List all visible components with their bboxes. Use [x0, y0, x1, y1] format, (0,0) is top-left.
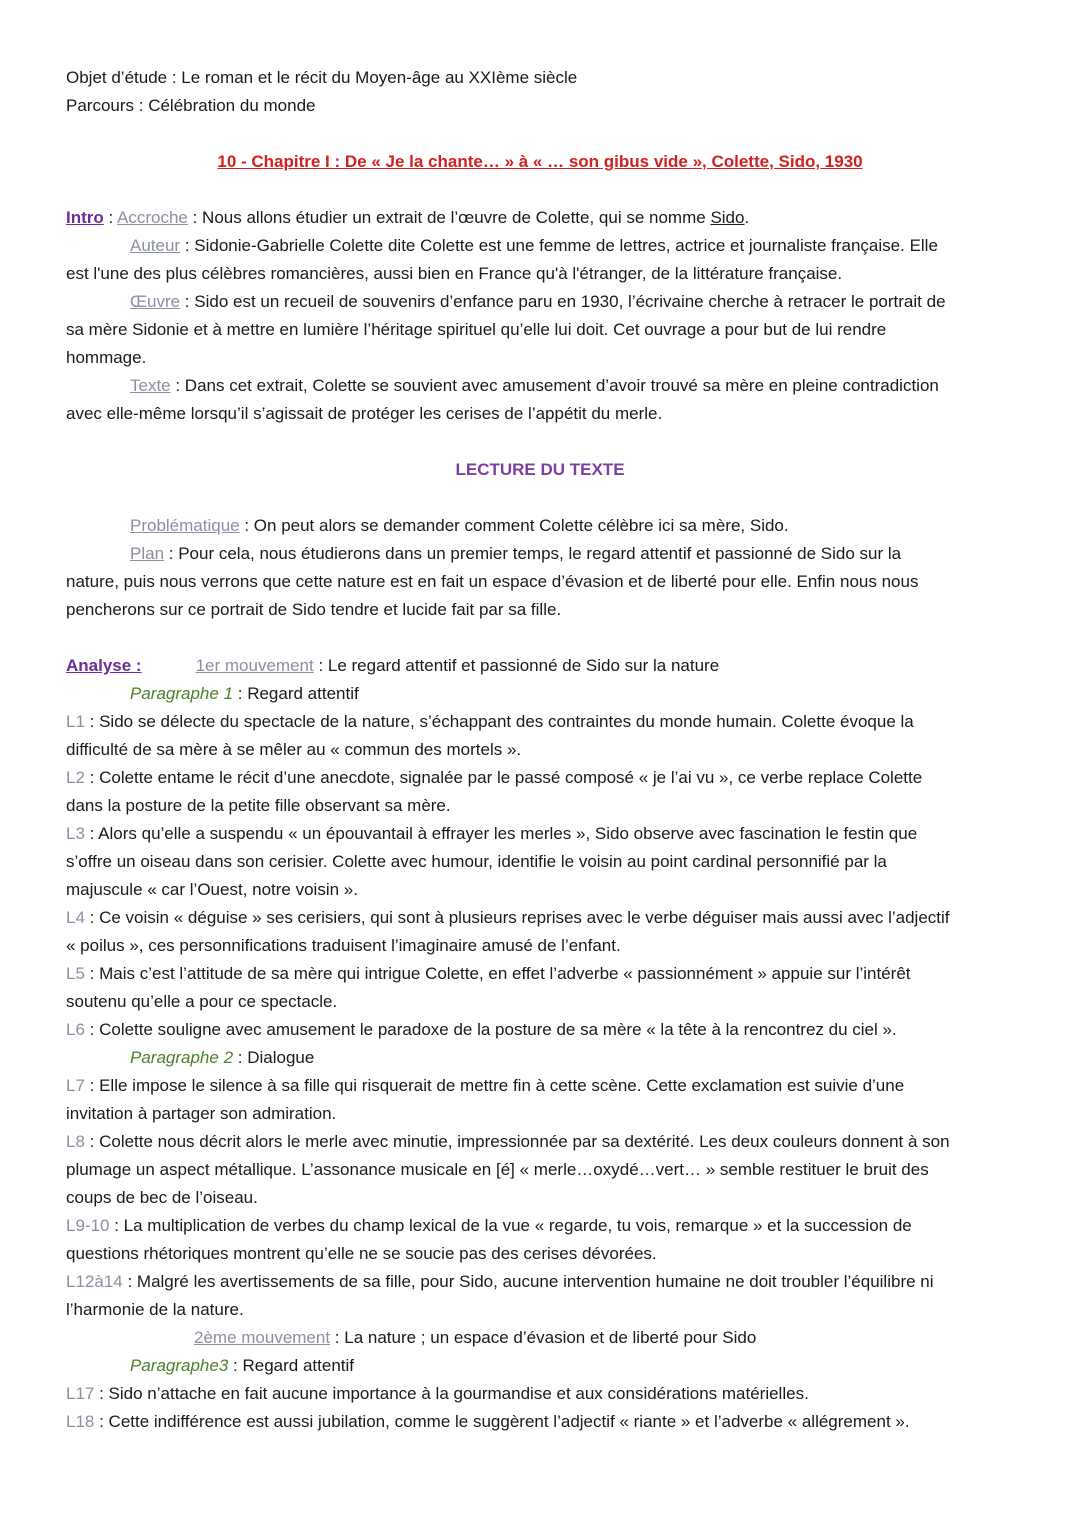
- L2-text-2: dans la posture de la petite fille observant sa mère.: [66, 796, 451, 815]
- line-L1: [66, 708, 1014, 736]
- header-objet: Objet d’étude : Le roman et le récit du Moyen-âge au XXIème siècle: [66, 68, 578, 87]
- para3-label: Paragraphe3: [130, 1356, 229, 1375]
- lineref-L4: L4: [66, 908, 85, 927]
- line-L2: [66, 764, 1014, 792]
- lineref-L18: L18: [66, 1412, 95, 1431]
- analyse-label: Analyse :: [66, 656, 142, 675]
- L2-text: : Colette entame le récit d’une anecdote, signalée par le passé composé « je l’ai vu », ce verbe replace Colette: [84, 768, 923, 787]
- lineref-L17: L17: [66, 1384, 95, 1403]
- mvt2-label: 2ème mouvement: [194, 1328, 331, 1347]
- page-title: 10 - Chapitre I : De « Je la chante… » à « … son gibus vide », Colette, Sido, 1930: [217, 152, 863, 171]
- lineref-L7: L7: [66, 1076, 85, 1095]
- intro-auteur: [66, 232, 1014, 260]
- para3: [66, 1352, 1014, 1380]
- L8-text-3: coups de bec de l’oiseau.: [66, 1188, 258, 1207]
- problematique-text: : On peut alors se demander comment Colette célèbre ici sa mère, Sido.: [239, 516, 789, 535]
- L12-14-text: : Malgré les avertissements de sa fille, pour Sido, aucune intervention humaine ne doit troubler l’équilibre ni: [122, 1272, 934, 1291]
- L3-text-2: s’offre un oiseau dans son cerisier. Colette avec humour, identifie le voisin au point cardinal personnifié par la: [66, 852, 887, 871]
- accroche-label: Accroche: [117, 208, 188, 227]
- L1-text-2: difficulté de sa mère à se mêler au « commun des mortels ».: [66, 740, 522, 759]
- auteur-text: : Sidonie-Gabrielle Colette dite Colette est une femme de lettres, actrice et journaliste française. Elle: [180, 236, 938, 255]
- auteur-text-2: est l'une des plus célèbres romancières, aussi bien en France qu'à l'étranger, de la littérature française.: [66, 264, 843, 283]
- para3-text: : Regard attentif: [228, 1356, 354, 1375]
- line-L5: [66, 960, 1014, 988]
- line-L8: [66, 1128, 1014, 1156]
- intro-sep: :: [103, 208, 118, 227]
- line-L6: [66, 1016, 1014, 1044]
- L17-text: : Sido n’attache en fait aucune importance à la gourmandise et aux considérations matérielles.: [94, 1384, 809, 1403]
- L6-text: : Colette souligne avec amusement le paradoxe de la posture de sa mère « la tête à la rencontrez du ciel ».: [84, 1020, 897, 1039]
- problematique: [66, 512, 1014, 540]
- lineref-L8: L8: [66, 1132, 85, 1151]
- lineref-L3: L3: [66, 824, 85, 843]
- L3-text-3: majuscule « car l’Ouest, notre voisin ».: [66, 880, 358, 899]
- line-L4: [66, 904, 1014, 932]
- plan-label: Plan: [130, 544, 165, 563]
- oeuvre-text-2: sa mère Sidonie et à mettre en lumière l’héritage spirituel qu’elle lui doit. Cet ouvrage a pour but de lui rendre: [66, 320, 887, 339]
- L5-text-2: soutenu qu’elle a pour ce spectacle.: [66, 992, 338, 1011]
- L18-text: : Cette indifférence est aussi jubilation, comme le suggèrent l’adjectif « riante » et l’adverbe « allégrement ».: [94, 1412, 910, 1431]
- line-L9-10: [66, 1212, 1014, 1240]
- line-L12-14: [66, 1268, 1014, 1296]
- lineref-L2: L2: [66, 768, 85, 787]
- oeuvre-label: Œuvre: [130, 292, 181, 311]
- line-L7: [66, 1072, 1014, 1100]
- analyse-mvt1: [66, 652, 1014, 680]
- oeuvre-text: : Sido est un recueil de souvenirs d’enfance paru en 1930, l’écrivaine cherche à retracer le portrait de: [180, 292, 946, 311]
- accroche-end: .: [744, 208, 750, 227]
- plan-text: : Pour cela, nous étudierons dans un premier temps, le regard attentif et passionné de Sido sur la: [164, 544, 902, 563]
- lineref-L1: L1: [66, 712, 85, 731]
- intro-oeuvre: [66, 288, 1014, 316]
- lineref-L6: L6: [66, 1020, 85, 1039]
- para1-text: : Regard attentif: [233, 684, 359, 703]
- mvt1-text: : Le regard attentif et passionné de Sido sur la nature: [313, 656, 720, 675]
- lineref-L5: L5: [66, 964, 85, 983]
- intro-label: Intro: [66, 208, 104, 227]
- L4-text: : Ce voisin « déguise » ses cerisiers, qui sont à plusieurs reprises avec le verbe déguiser mais aussi avec l’adjectif: [84, 908, 950, 927]
- L5-text: : Mais c’est l’attitude de sa mère qui intrigue Colette, en effet l’adverbe « passionnément » appuie sur l’intérêt: [84, 964, 911, 983]
- line-L18: [66, 1408, 1014, 1436]
- intro-accroche: [66, 204, 1014, 232]
- intro-texte: [66, 372, 1014, 400]
- L3-text: : Alors qu’elle a suspendu « un épouvantail à effrayer les merles », Sido observe avec fascination le festin que: [84, 824, 918, 843]
- L9-10-text-2: questions rhétoriques montrent qu’elle ne se soucie pas des cerises dévorées.: [66, 1244, 657, 1263]
- mvt2-text: : La nature ; un espace d’évasion et de liberté pour Sido: [330, 1328, 757, 1347]
- plan-text-2: nature, puis nous verrons que cette nature est en fait un espace d’évasion et de liberté pour elle. Enfin nous nous: [66, 572, 919, 591]
- texte-text: : Dans cet extrait, Colette se souvient avec amusement d’avoir trouvé sa mère en pleine contradiction: [170, 376, 939, 395]
- oeuvre-text-3: hommage.: [66, 348, 147, 367]
- para1: [66, 680, 1014, 708]
- L7-text-2: invitation à partager son admiration.: [66, 1104, 337, 1123]
- lecture-heading: LECTURE DU TEXTE: [455, 460, 625, 479]
- L8-text: : Colette nous décrit alors le merle avec minutie, impressionnée par sa dextérité. Les deux couleurs donnent à son: [84, 1132, 950, 1151]
- line-L3: [66, 820, 1014, 848]
- analyse-mvt2: [66, 1324, 1014, 1352]
- L8-text-2: plumage un aspect métallique. L’assonance musicale en [é] « merle…oxydé…vert… » semble restituer le bruit des: [66, 1160, 929, 1179]
- L12-14-text-2: l’harmonie de la nature.: [66, 1300, 244, 1319]
- para2: [66, 1044, 1014, 1072]
- plan: [66, 540, 1014, 568]
- lineref-L9-10: L9-10: [66, 1216, 110, 1235]
- para2-text: : Dialogue: [233, 1048, 315, 1067]
- plan-text-3: pencherons sur ce portrait de Sido tendre et lucide fait par sa fille.: [66, 600, 562, 619]
- header-parcours: Parcours : Célébration du monde: [66, 96, 316, 115]
- sido-title: Sido: [710, 208, 745, 227]
- para2-label: Paragraphe 2: [130, 1048, 234, 1067]
- para1-label: Paragraphe 1: [130, 684, 234, 703]
- auteur-label: Auteur: [130, 236, 181, 255]
- L7-text: : Elle impose le silence à sa fille qui risquerait de mettre fin à cette scène. Cette exclamation est suivie d’une: [84, 1076, 905, 1095]
- texte-text-2: avec elle-même lorsqu’il s’agissait de protéger les cerises de l’appétit du merle.: [66, 404, 663, 423]
- line-L17: [66, 1380, 1014, 1408]
- L9-10-text: : La multiplication de verbes du champ lexical de la vue « regarde, tu vois, remarque » et la succession de: [109, 1216, 912, 1235]
- mvt1-label: 1er mouvement: [195, 656, 314, 675]
- L4-text-2: « poilus », ces personnifications traduisent l’imaginaire amusé de l’enfant.: [66, 936, 621, 955]
- lineref-L12-14: L12à14: [66, 1272, 123, 1291]
- accroche-text: : Nous allons étudier un extrait de l’œuvre de Colette, qui se nomme: [187, 208, 711, 227]
- L1-text: : Sido se délecte du spectacle de la nature, s’échappant des contraintes du monde humain. Colette évoque la: [84, 712, 914, 731]
- texte-label: Texte: [130, 376, 171, 395]
- problematique-label: Problématique: [130, 516, 240, 535]
